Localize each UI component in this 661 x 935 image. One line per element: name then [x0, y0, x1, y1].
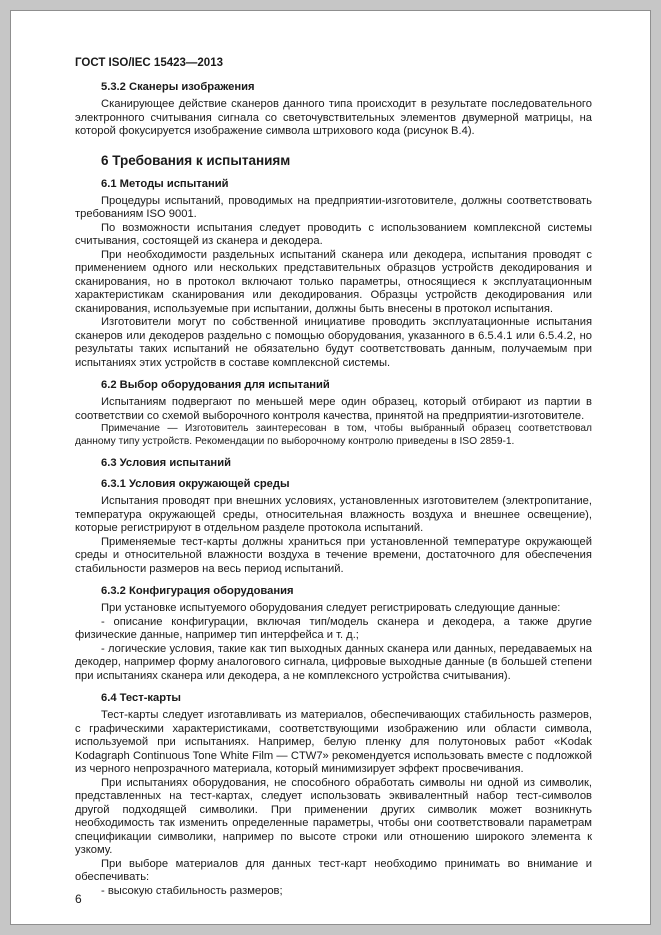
paragraph: При выборе материалов для данных тест-карт необходимо принимать во внимание и обеспечивать:: [75, 857, 592, 883]
paragraph: Тест-карты следует изготавливать из материалов, обеспечивающих стабильность размеров, с графическими характеристиками, соответствующими изображению или области символа, используемой при испытаниях. Например, белую пленку для полутоновых работ «Kodak Kodagraph Continuous Tone White Film — CTW7» рекомендуется использовать вместе с подложкой из черного непрозрачного материала, который минимизирует эффект просвечивания.: [75, 709, 592, 775]
paragraph: Испытания проводят при внешних условиях, установленных изготовителем (электропитание, температура окружающей среды, относительная влажность воздуха и внешнее освещение), которые регистрируют в отдельном разделе протокола испытаний.: [75, 495, 592, 534]
paragraph: Изготовители могут по собственной инициативе проводить эксплуатационные испытания сканеров или декодеров раздельно с помощью оборудования, указанного в 6.5.4.1 или 6.5.4.2, но результаты таких испытаний не обязательно будут соответствовать данным, получаемым при испытаниях этих устройств в составе комплексной системы.: [75, 316, 592, 369]
document-body: [75, 81, 592, 898]
page-number: 6: [75, 892, 82, 906]
section-heading: 5.3.2 Сканеры изображения: [101, 81, 255, 93]
section-heading: 6.3 Условия испытаний: [101, 457, 231, 469]
paragraph: Сканирующее действие сканеров данного типа происходит в результате последовательного электронного считывания сигнала со светочувствительных элементов двумерной матрицы, на которой фокусируется изображение символа штрихового кода (рисунок В.4).: [75, 98, 592, 137]
document-header: ГОСТ ISO/IEC 15423—2013: [75, 57, 223, 69]
list-item: - описание конфигурации, включая тип/модель сканера и декодера, а также другие физические данные, например тип интерфейса и т. д.;: [75, 615, 592, 641]
section-heading: 6.4 Тест-карты: [101, 692, 181, 704]
paragraph: Испытаниям подвергают по меньшей мере один образец, который отбирают из партии в соответствии со схемой выборочного контроля качества, принятой на предприятии-изготовителе.: [75, 396, 592, 422]
note-paragraph: Примечание — Изготовитель заинтересован в том, чтобы выбранный образец соответствовал данному типу устройств. Рекомендации по выборочному контролю приведены в ISO 2859-1.: [75, 423, 592, 447]
paragraph: При установке испытуемого оборудования следует регистрировать следующие данные:: [101, 602, 561, 614]
section-heading: 6.3.2 Конфигурация оборудования: [101, 585, 294, 597]
chapter-heading: 6 Требования к испытаниям: [101, 152, 291, 168]
list-item: - высокую стабильность размеров;: [101, 884, 283, 897]
paragraph: По возможности испытания следует проводить с использованием комплексной системы считывания, состоящей из сканера и декодера.: [75, 221, 592, 247]
section-heading: 6.2 Выбор оборудования для испытаний: [101, 379, 330, 391]
paragraph: Применяемые тест-карты должны храниться при установленной температуре окружающей среды и относительной влажности воздуха в течение времени, достаточного для обеспечения стабильности размеров на весь период испытаний.: [75, 535, 592, 575]
paragraph: При испытаниях оборудования, не способного обработать символы ни одной из символик, представленных на тест-картах, следует использовать эквивалентный набор тест-символов другой подходящей символики. При применении других символик может возникнуть необходимость так изменить определенные параметры, чтобы они соответствовали параметрам спецификации символики, например по высоте строки или отношению широкого элемента к узкому.: [75, 776, 592, 856]
page-content: [75, 57, 592, 898]
paragraph: Процедуры испытаний, проводимых на предприятии-изготовителе, должны соответствовать требованиям ISO 9001.: [75, 194, 592, 220]
section-heading: 6.3.1 Условия окружающей среды: [101, 478, 290, 490]
list-item: - логические условия, такие как тип выходных данных сканера или данных, передаваемых на декодер, например форму аналогового сигнала, цифровые выходные данные (в большей степени при испытаниях сканера или декодера, а не комплексного устройства считывания).: [75, 642, 592, 682]
section-heading: 6.1 Методы испытаний: [101, 177, 229, 190]
document-page: [10, 10, 651, 925]
paragraph: При необходимости раздельных испытаний сканера или декодера, испытания проводят с применением одного или нескольких представительных образцов устройств декодирования и сканирования, но в протокол включают только параметры, относящиеся к эксплуатационным характеристикам сканирования или декодирования. Образцы устройств декодирования или сканирования, используемые при испытании, должны быть внесены в протокол испытания.: [75, 248, 592, 315]
